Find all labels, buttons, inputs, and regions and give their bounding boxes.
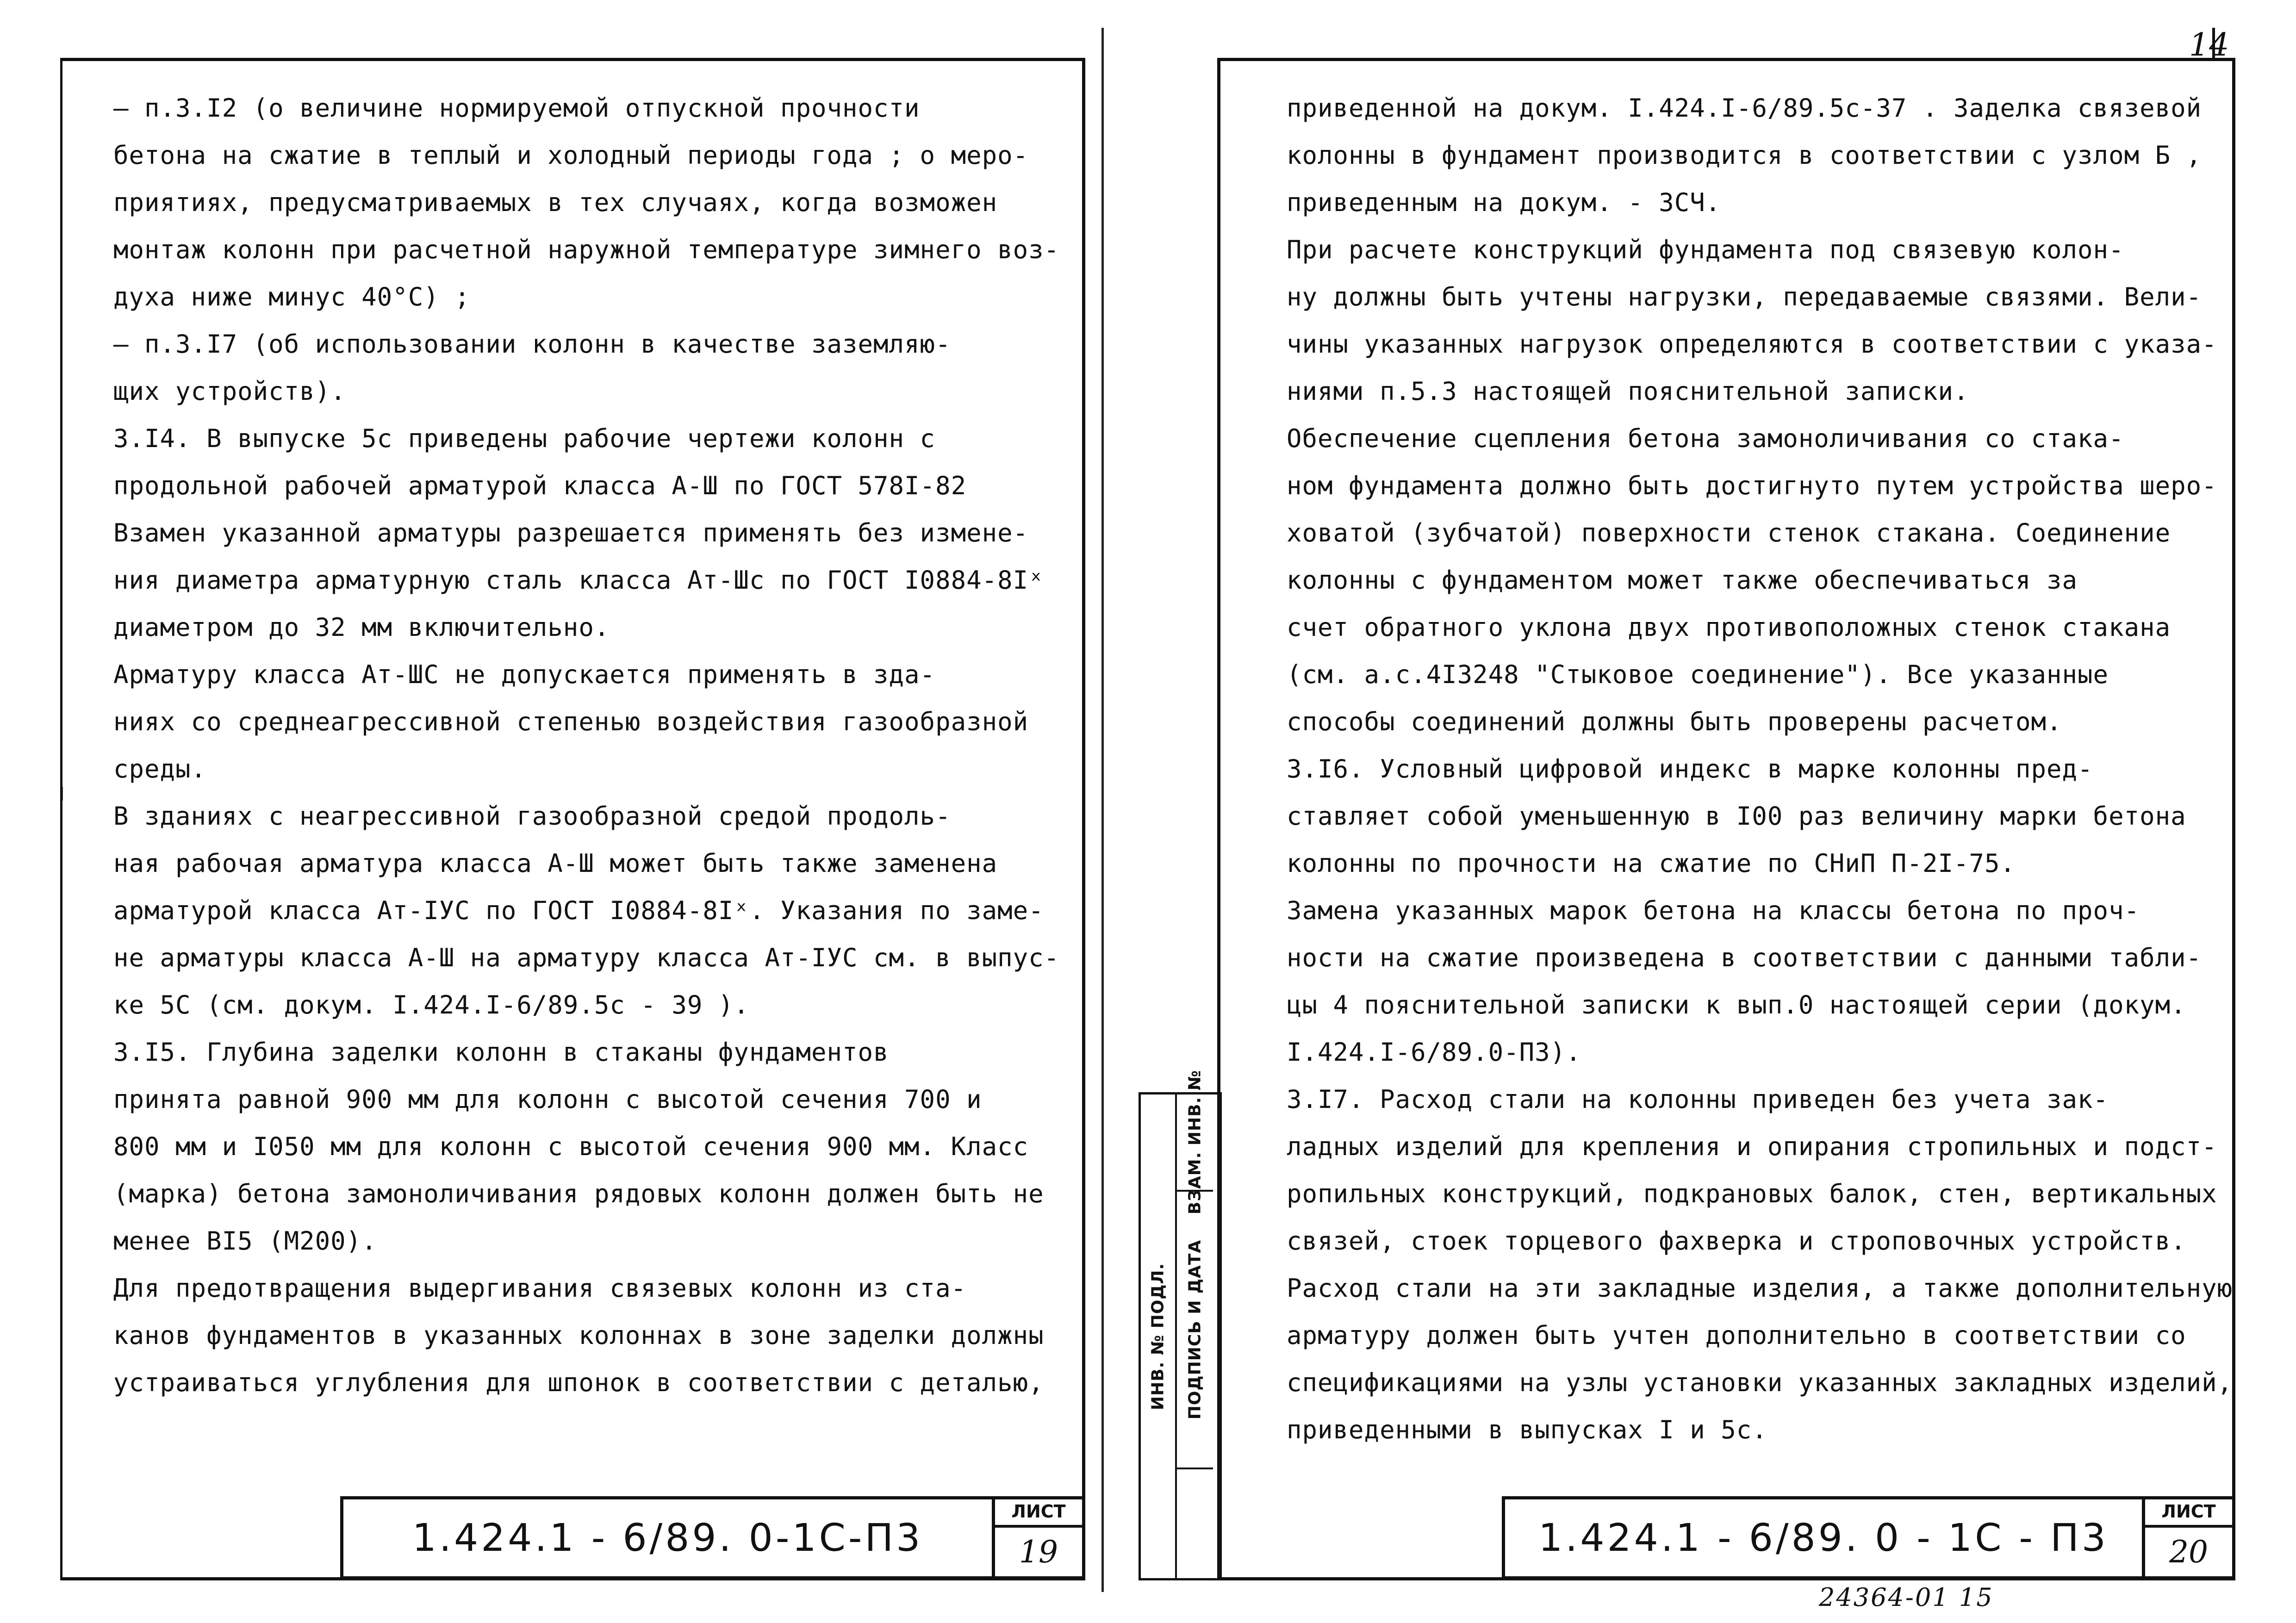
text-line: приведенным на докум. - 3СЧ. xyxy=(1287,188,1721,217)
text-line: I.424.I-6/89.0-П3). xyxy=(1287,1038,1581,1067)
stamp-cell-blank xyxy=(1177,1469,1213,1578)
text-line: Взамен указанной арматуры разрешается применять без измене- xyxy=(113,518,1029,547)
text-line: 3.I4. В выпуске 5с приведены рабочие чертежи колонн с xyxy=(113,424,936,453)
text-line: ставляет собой уменьшенную в I00 раз величину марки бетона xyxy=(1287,802,2186,831)
text-line: ке 5С (см. докум. I.424.I-6/89.5с - 39 ). xyxy=(113,990,749,1020)
text-line: духа ниже минус 40°С) ; xyxy=(113,282,470,311)
sheet-number: 19 xyxy=(1019,1534,1058,1570)
document-code: 1.424.1 - 6/89. 0 - 1С - П3 xyxy=(1538,1516,2109,1560)
text-line: ниях со среднеагрессивной степенью воздействия газообразной xyxy=(113,707,1029,736)
right-page-text xyxy=(1287,85,2233,1454)
text-line: – п.3.I2 (о величине нормируемой отпускной прочности xyxy=(113,93,920,123)
text-line: устраиваться углубления для шпонок в соответствии с деталью, xyxy=(113,1368,1044,1397)
text-line: принята равной 900 мм для колонн с высотой сечения 700 и xyxy=(113,1085,982,1114)
text-line: ном фундамента должно быть достигнуто путем устройства шеро- xyxy=(1287,471,2217,500)
text-line: цы 4 пояснительной записки к вып.0 настоящей серии (докум. xyxy=(1287,990,2186,1020)
stamp-label: ВЗАМ. ИНВ. № xyxy=(1185,1070,1205,1215)
text-line: арматурой класса Ат-IУС по ГОСТ I0884-8Iˣ. Указания по заме- xyxy=(113,896,1044,925)
text-line: связей, стоек торцевого фахверка и строповочных устройств. xyxy=(1287,1226,2186,1256)
text-line: не арматуры класса А-Ш на арматуру класса Ат-IУС см. в выпус- xyxy=(113,943,1060,972)
sheet-box xyxy=(992,1499,1082,1576)
text-line: менее BI5 (М200). xyxy=(113,1226,377,1256)
text-line: ропильных конструкций, подкрановых балок, стен, вертикальных xyxy=(1287,1179,2217,1208)
stamp-cell-signature xyxy=(1177,1192,1213,1469)
text-line: канов фундаментов в указанных колоннах в зоне заделки должны xyxy=(113,1321,1044,1350)
text-line: арматуру должен быть учтен дополнительно в соответствии со xyxy=(1287,1321,2186,1350)
stamp-cell-inventory xyxy=(1141,1094,1175,1578)
handwritten-page-number: 14 xyxy=(2189,27,2229,63)
text-line: среды. xyxy=(113,754,207,784)
stamp-column-fields xyxy=(1177,1070,1213,1578)
text-line: ниями п.5.3 настоящей пояснительной записки. xyxy=(1287,377,1969,406)
text-line: (см. а.с.4I3248 "Стыковое соединение"). Все указанные xyxy=(1287,660,2109,689)
text-line: ния диаметра арматурную сталь класса Ат-Шс по ГОСТ I0884-8Iˣ xyxy=(113,566,1044,595)
text-line: приведенной на докум. I.424.I-6/89.5с-37 . Заделка связевой xyxy=(1287,93,2202,123)
sheet-label: ЛИСТ xyxy=(995,1499,1082,1528)
text-line: Замена указанных марок бетона на классы бетона по проч- xyxy=(1287,896,2140,925)
text-line: колонны по прочности на сжатие по СНиП П-2I-75. xyxy=(1287,849,2016,878)
stamp-cell-replaces xyxy=(1177,1070,1213,1215)
text-line: 3.I5. Глубина заделки колонн в стаканы фундаментов xyxy=(113,1038,889,1067)
page-fold-line xyxy=(1101,28,1104,1592)
text-line: При расчете конструкций фундамента под связевую колон- xyxy=(1287,235,2124,264)
stamp-column-original xyxy=(1141,1094,1177,1578)
sheet-label: ЛИСТ xyxy=(2145,1499,2232,1528)
text-line: ладных изделий для крепления и опирания стропильных и подст- xyxy=(1287,1132,2217,1161)
sheet-number: 20 xyxy=(2169,1534,2208,1570)
text-line: Для предотвращения выдергивания связевых колонн из ста- xyxy=(113,1274,967,1303)
text-line: монтаж колонн при расчетной наружной температуре зимнего воз- xyxy=(113,235,1060,264)
text-line: – п.3.I7 (об использовании колонн в качестве заземляю- xyxy=(113,330,951,359)
text-line: продольной рабочей арматурой класса А-Ш по ГОСТ 578I-82 xyxy=(113,471,967,500)
text-line: бетона на сжатие в теплый и холодный периоды года ; о меро- xyxy=(113,141,1029,170)
text-line: 800 мм и I050 мм для колонн с высотой сечения 900 мм. Класс xyxy=(113,1132,1029,1161)
text-line: 3.I7. Расход стали на колонны приведен без учета зак- xyxy=(1287,1085,2109,1114)
text-line: В зданиях с неагрессивной газообразной средой продоль- xyxy=(113,802,951,831)
text-line: Арматуру класса Ат-ШС не допускается применять в зда- xyxy=(113,660,936,689)
text-line: приведенными в выпусках I и 5с. xyxy=(1287,1415,1767,1444)
text-line: ная рабочая арматура класса А-Ш может быть также заменена xyxy=(113,849,998,878)
text-line: (марка) бетона замоноличивания рядовых колонн должен быть не xyxy=(113,1179,1044,1208)
text-line: щих устройств). xyxy=(113,377,346,406)
text-line: 3.I6. Условный цифровой индекс в марке колонны пред- xyxy=(1287,754,2093,784)
left-page-text xyxy=(113,85,1059,1406)
document-code: 1.424.1 - 6/89. 0-1С-П3 xyxy=(412,1516,923,1560)
text-line: ну должны быть учтены нагрузки, передаваемые связями. Вели- xyxy=(1287,282,2202,311)
text-line: чины указанных нагрузок определяются в соответствии с указа- xyxy=(1287,330,2217,359)
text-line: Обеспечение сцепления бетона замоноличивания со стака- xyxy=(1287,424,2124,453)
text-line: спецификациями на узлы установки указанных закладных изделий, xyxy=(1287,1368,2233,1397)
text-line: счет обратного уклона двух противоположных стенок стакана xyxy=(1287,613,2171,642)
stamp-label: ИНВ. № ПОДЛ. xyxy=(1148,1262,1168,1410)
text-line: приятиях, предусматриваемых в тех случаях, когда возможен xyxy=(113,188,998,217)
archive-number: 24364-01 15 xyxy=(1819,1583,1994,1612)
approval-stamp xyxy=(1139,1070,1222,1580)
text-line: ности на сжатие произведена в соответствии с данными табли- xyxy=(1287,943,2202,972)
right-title-block xyxy=(1502,1496,2235,1579)
left-title-block xyxy=(340,1496,1085,1579)
text-line: диаметром до 32 мм включительно. xyxy=(113,613,610,642)
stamp-label: ПОДПИСЬ И ДАТА xyxy=(1185,1239,1205,1420)
text-line: способы соединений должны быть проверены расчетом. xyxy=(1287,707,2062,736)
text-line: Расход стали на эти закладные изделия, а также дополнительную xyxy=(1287,1274,2233,1303)
sheet-box xyxy=(2142,1499,2232,1576)
text-line: колонны с фундаментом может также обеспечиваться за xyxy=(1287,566,2078,595)
text-line: колонны в фундамент производится в соответствии с узлом Б , xyxy=(1287,141,2202,170)
text-line: ховатой (зубчатой) поверхности стенок стакана. Соединение xyxy=(1287,518,2171,547)
